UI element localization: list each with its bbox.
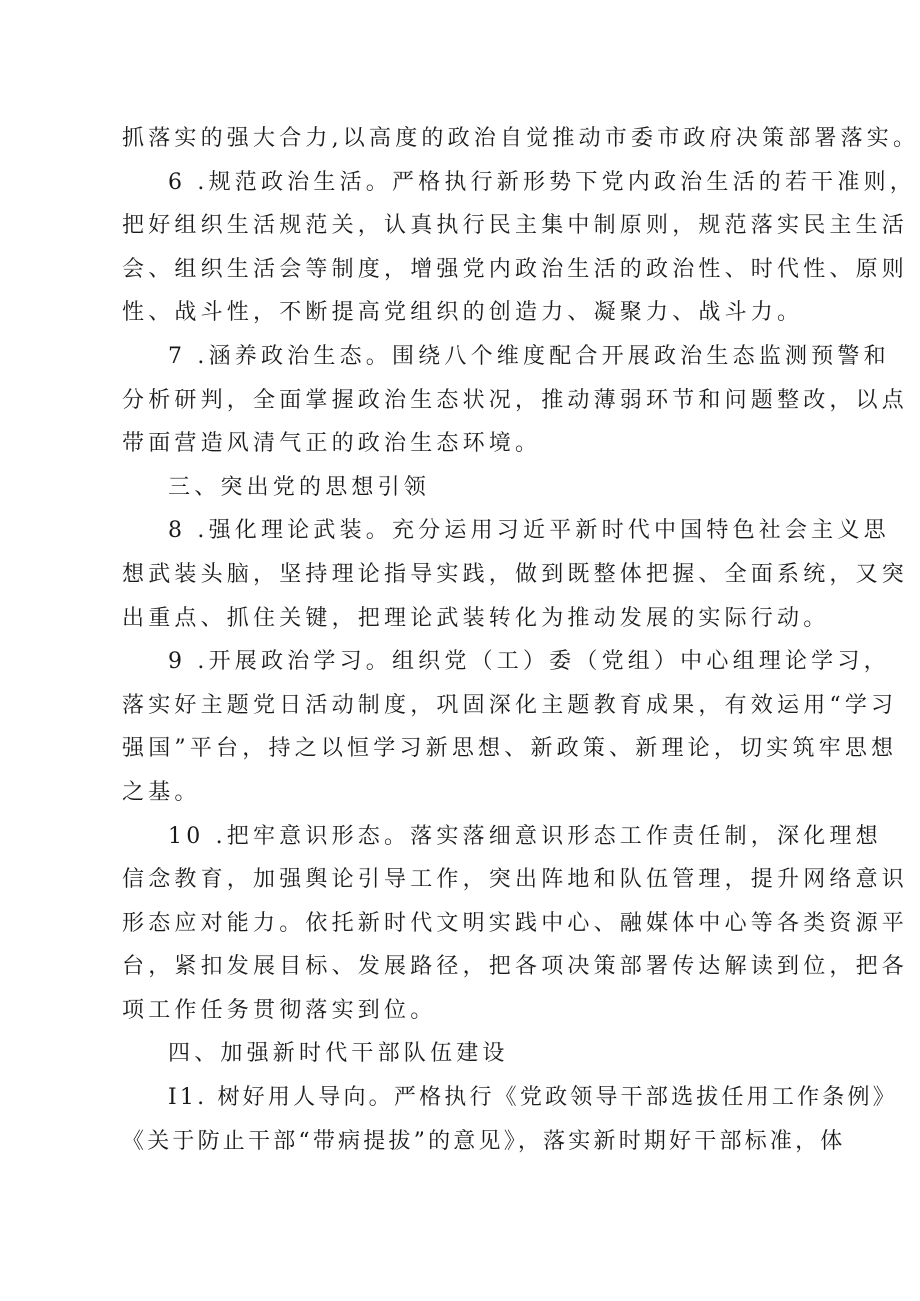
paragraph-line: 抓落实的强大合力,以高度的政治自觉推动市委市政府决策部署落实。: [122, 126, 920, 151]
paragraph-line: 强国”平台，持之以恒学习新思想、新政策、新理论，切实筑牢思想: [122, 736, 898, 762]
section-3-heading: 三、突出党的思想引领: [168, 474, 431, 500]
paragraph-line: 信念教育，加强舆论引导工作，突出阵地和队伍管理，提升网络意识: [122, 867, 909, 893]
paragraph-line: 把好组织生活规范关，认真执行民主集中制原则，规范落实民主生活: [122, 213, 909, 239]
item-10-heading-line: 10 .把牢意识形态。落实落细意识形态工作责任制，深化理想: [168, 823, 882, 849]
document-page: [122, 117, 920, 1163]
paragraph-line: 分析研判，全面掌握政治生态状况，推动薄弱环节和问题整改，以点: [122, 387, 909, 413]
item-8-heading-line: 8 .强化理论武装。充分运用习近平新时代中国特色社会主义思: [168, 518, 890, 544]
item-9-heading-line: 9 .开展政治学习。组织党（工）委（党组）中心组理论学习，: [168, 649, 890, 675]
item-7-heading-line: 7 .涵养政治生态。围绕八个维度配合开展政治生态监测预警和: [168, 343, 890, 369]
paragraph-line: 台，紧扣发展目标、发展路径，把各项决策部署传达解读到位，把各: [122, 954, 909, 980]
paragraph-line: 项工作任务贯彻落实到位。: [122, 997, 437, 1023]
item-11-heading-line: I1. 树好用人导向。严格执行《党政领导干部选拔任用工作条例》: [168, 1085, 898, 1111]
paragraph-line: 会、组织生活会等制度，增强党内政治生活的政治性、时代性、原则: [122, 256, 909, 282]
paragraph-line: 想武装头脑，坚持理论指导实践，做到既整体把握、全面系统，又突: [122, 561, 909, 587]
paragraph-line: 出重点、抓住关键，把理论武装转化为推动发展的实际行动。: [122, 605, 830, 631]
paragraph-line: 落实好主题党日活动制度，巩固深化主题教育成果，有效运用“学习: [122, 692, 898, 718]
section-4-heading: 四、加强新时代干部队伍建设: [168, 1041, 509, 1067]
paragraph-line: 带面营造风清气正的政治生态环境。: [122, 431, 542, 457]
paragraph-line: 《关于防止干部“带病提拔”的意见》，落实新时期好干部标准，体: [122, 1128, 846, 1154]
paragraph-line: 之基。: [122, 779, 201, 805]
paragraph-line: 性、战斗性，不断提高党组织的创造力、凝聚力、战斗力。: [122, 300, 804, 326]
item-6-heading-line: 6 .规范政治生活。严格执行新形势下党内政治生活的若干准则，: [168, 169, 916, 195]
paragraph-line: 形态应对能力。依托新时代文明实践中心、融媒体中心等各类资源平: [122, 910, 909, 936]
